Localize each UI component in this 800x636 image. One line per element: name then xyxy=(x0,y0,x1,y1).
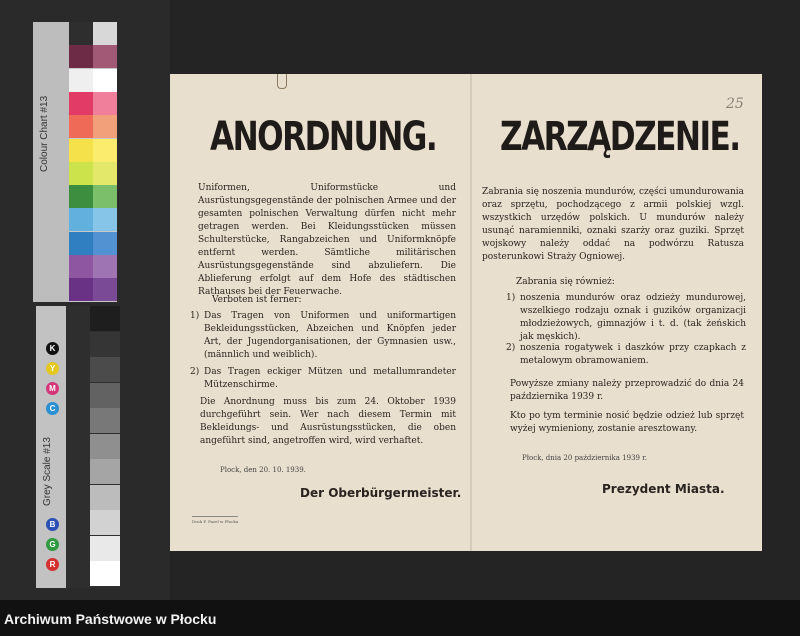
colour-patch xyxy=(69,92,93,115)
german-item-1-number: 1) xyxy=(190,311,200,321)
grey-patch xyxy=(90,357,120,382)
colour-patch xyxy=(93,139,117,162)
pin-mark xyxy=(277,74,287,89)
colour-chart-ruler xyxy=(33,22,69,302)
colour-patch xyxy=(93,22,117,45)
colour-patch xyxy=(69,22,93,45)
grey-scale-label: Grey Scale #13 xyxy=(42,437,53,506)
printer-mark: Druk F. Pazel w Płocku xyxy=(192,516,238,524)
colour-patch xyxy=(93,255,117,278)
german-title: ANORDNUNG. xyxy=(210,114,437,160)
colour-patch xyxy=(69,232,93,255)
colour-patch xyxy=(93,45,117,68)
colour-patch xyxy=(93,69,117,92)
polish-forbidden-heading: Zabrania się również: xyxy=(516,277,615,287)
colour-patch xyxy=(93,185,117,208)
german-signature: Der Oberbürgermeister. xyxy=(300,486,462,500)
grey-scale-chart xyxy=(36,306,120,588)
colour-patch xyxy=(69,185,93,208)
german-item-1-text: Das Tragen von Uniformen und uniformartigen Bekleidungsstücken, Abzeichen und Knöpfen jeder Art, der Jugendorganisationen, der Gymnasien usw., (männlich und weiblich). xyxy=(204,311,456,360)
polish-place-date: Płock, dnia 20 października 1939 r. xyxy=(522,454,648,462)
colour-chart-label: Colour Chart #13 xyxy=(39,95,50,172)
grey-patch xyxy=(90,383,120,408)
german-forbidden-heading: Verboten ist ferner: xyxy=(212,295,302,305)
colour-dot-r: R xyxy=(46,558,59,571)
colour-patch xyxy=(93,162,117,185)
grey-patch xyxy=(90,510,120,535)
colour-dot-b: B xyxy=(46,518,59,531)
polish-intro: Zabrania się noszenia mundurów, części umundurowania oraz sprzętu, pochodzącego z armii polskiej wzgl. wszystkich urzędów polskich. U mundurów należy usunąć naramienniki, oznaki szarży oraz guziki. Sprzęt wojskowy należy oddać na podwórzu Ratusza posterunkowi Straży Ogniowej. xyxy=(482,187,744,262)
grey-patch xyxy=(90,306,120,331)
polish-signature: Prezydent Miasta. xyxy=(602,482,725,496)
german-place-date: Plock, den 20. 10. 1939. xyxy=(220,466,306,474)
polish-penalty: Kto po tym terminie nosić będzie odzież lub sprzęt wyżej wymieniony, zostanie aresztowany. xyxy=(510,411,744,434)
document-sheet xyxy=(170,74,762,551)
polish-deadline: Powyższe zmiany należy przeprowadzić do dnia 24 października 1939 r. xyxy=(510,379,744,402)
german-deadline: Die Anordnung muss bis zum 24. Oktober 1939 durchgeführt sein. Wer nach diesem Termin mit Bekleidungs- und Ausrüstungsstücken, die oben angeführt sind, angetroffen wird, wird verhaftet. xyxy=(200,397,456,446)
colour-dot-c: C xyxy=(46,402,59,415)
colour-dot-g: G xyxy=(46,538,59,551)
colour-patch xyxy=(69,278,93,301)
colour-patch xyxy=(93,92,117,115)
colour-patch xyxy=(93,278,117,301)
grey-patch xyxy=(90,434,120,459)
archive-name: Archiwum Państwowe w Płocku xyxy=(4,611,217,627)
archive-footer xyxy=(0,600,800,636)
german-intro: Uniformen, Uniformstücke und Ausrüstungsgegenstände der polnischen Armee und der gesamten polnischen Verwaltung dürfen nicht mehr getragen werden. Bei Kleidungsstücken müssen Schulterstücke, Rangabzeichen und Uniformknöpfe entfernt werden. Sämtliche militärischen Ausrüstungsgegenstände sind abzuliefern. Die Ablieferung erfolgt auf dem Hofe des städtischen Rathauses bei der Feuerwache. xyxy=(198,183,456,297)
colour-patch xyxy=(93,232,117,255)
colour-patch xyxy=(69,255,93,278)
polish-item-2-number: 2) xyxy=(506,343,516,353)
colour-dot-k: K xyxy=(46,342,59,355)
grey-patch xyxy=(90,536,120,561)
colour-patch xyxy=(69,115,93,138)
grey-patch xyxy=(90,561,120,586)
colour-patch xyxy=(93,208,117,231)
polish-title: ZARZĄDZENIE. xyxy=(500,114,740,160)
grey-patch xyxy=(90,332,120,357)
colour-patch xyxy=(69,139,93,162)
fold-line xyxy=(470,74,472,551)
page-number: 25 xyxy=(726,96,744,112)
colour-patch xyxy=(93,115,117,138)
polish-item-2-text: noszenia rogatywek i daszków przy czapkach z metalowym obramowaniem. xyxy=(520,343,746,366)
grey-patch xyxy=(90,408,120,433)
colour-patch xyxy=(69,69,93,92)
colour-patch xyxy=(69,162,93,185)
german-item-2-text: Das Tragen eckiger Mützen und metallumrandeter Mützenschirme. xyxy=(204,367,456,390)
grey-patch xyxy=(90,459,120,484)
colour-patch xyxy=(69,45,93,68)
colour-dot-y: Y xyxy=(46,362,59,375)
colour-dot-m: M xyxy=(46,382,59,395)
colour-patch xyxy=(69,208,93,231)
german-item-2-number: 2) xyxy=(190,367,200,377)
grey-patch xyxy=(90,485,120,510)
colour-chart xyxy=(33,22,117,302)
polish-item-1-number: 1) xyxy=(506,293,516,303)
polish-item-1-text: noszenia mundurów oraz odzieży mundurowej, wszelkiego rodzaju oznak i guzików organizacji młodzieżowych, gimnazjów i t. d. (tak żeńskich jak męskich). xyxy=(520,293,746,342)
